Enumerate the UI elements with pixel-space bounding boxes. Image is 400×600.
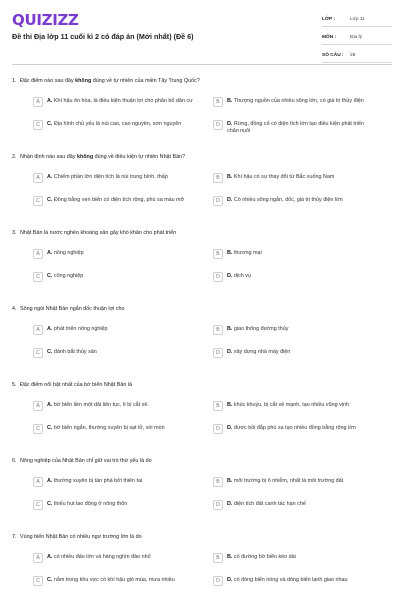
option-body: giao thông đường thủy bbox=[233, 326, 289, 332]
answer-option[interactable] bbox=[213, 98, 393, 121]
option-text bbox=[47, 273, 195, 280]
answer-option[interactable] bbox=[213, 402, 393, 425]
option-text bbox=[47, 554, 195, 561]
question-header bbox=[0, 154, 400, 174]
meta-value: 28 bbox=[350, 52, 356, 58]
answer-option[interactable] bbox=[33, 121, 213, 144]
question-item bbox=[0, 230, 400, 306]
option-letter-badge: B bbox=[213, 401, 223, 411]
meta-value: Địa lý bbox=[350, 34, 362, 40]
option-letter-badge: C bbox=[33, 120, 43, 130]
option-body: có dòng biển nóng và dòng biển lạnh giao nhau bbox=[233, 577, 348, 583]
option-text bbox=[47, 478, 195, 485]
option-letter-badge: D bbox=[213, 348, 223, 358]
option-text bbox=[47, 174, 195, 181]
question-header bbox=[0, 534, 400, 554]
option-text bbox=[227, 425, 375, 432]
option-body: xây dựng nhà máy điện bbox=[233, 349, 291, 355]
option-label: D. bbox=[227, 197, 233, 203]
meta-row-subject bbox=[322, 30, 392, 45]
option-grid bbox=[33, 174, 393, 220]
option-text bbox=[227, 273, 375, 280]
question-text bbox=[20, 78, 400, 98]
option-text bbox=[47, 402, 195, 409]
option-letter-badge: C bbox=[33, 424, 43, 434]
question-emphasis: không bbox=[75, 78, 92, 84]
option-label: B. bbox=[227, 98, 233, 104]
option-letter-badge: A bbox=[33, 325, 43, 335]
quizizz-logo: QUIZIZZ bbox=[12, 11, 79, 29]
answer-option[interactable] bbox=[33, 273, 213, 296]
option-label: A. bbox=[47, 98, 53, 104]
question-header bbox=[0, 458, 400, 478]
question-header bbox=[0, 382, 400, 402]
option-text bbox=[47, 501, 195, 508]
option-body: nằm trong khu vực có khí hậu gió mùa, mưa nhiều bbox=[53, 577, 175, 583]
option-label: D. bbox=[227, 121, 233, 127]
option-letter-badge: C bbox=[33, 500, 43, 510]
option-label: D. bbox=[227, 273, 233, 279]
header-divider bbox=[12, 64, 392, 65]
option-body: diện tích đất canh tác hạn chế bbox=[233, 501, 306, 507]
option-text bbox=[47, 121, 195, 128]
option-body: có nhiều đảo lớn và hàng nghìn đảo nhỏ bbox=[53, 554, 151, 560]
option-body: Khí hậu có sự thay đổi từ Bắc xuống Nam bbox=[233, 174, 335, 180]
answer-option[interactable] bbox=[33, 554, 213, 577]
question-number: 2. bbox=[12, 154, 17, 160]
option-text bbox=[227, 402, 375, 409]
option-letter-badge: B bbox=[213, 553, 223, 563]
answer-option[interactable] bbox=[33, 197, 213, 220]
question-text bbox=[20, 382, 400, 402]
option-letter-badge: B bbox=[213, 249, 223, 259]
option-body: nông nghiệp bbox=[53, 250, 84, 256]
answer-option[interactable] bbox=[33, 425, 213, 448]
question-emphasis: không bbox=[76, 154, 94, 160]
option-label: B. bbox=[227, 554, 233, 560]
option-grid bbox=[33, 98, 393, 144]
option-label: D. bbox=[227, 425, 233, 431]
option-body: môi trường bị ô nhiễm, nhất là môi trường đất bbox=[233, 478, 344, 484]
option-letter-badge: C bbox=[33, 576, 43, 586]
option-body: dịch vụ bbox=[233, 273, 251, 279]
option-letter-badge: B bbox=[213, 325, 223, 335]
option-body: Thượng nguồn của nhiều sông lớn, có giá trị thủy điện bbox=[233, 98, 364, 104]
question-number: 6. bbox=[12, 458, 17, 464]
option-label: C. bbox=[47, 501, 53, 507]
question-text bbox=[20, 306, 400, 326]
option-body: Chiếm phần lớn diện tích là núi trung bình, thấp bbox=[53, 174, 168, 180]
question-text-part: Đặc điểm nổi bật nhất của bờ biển Nhật Bản là bbox=[20, 382, 133, 388]
option-body: công nghiệp bbox=[53, 273, 84, 279]
question-item bbox=[0, 382, 400, 458]
answer-option[interactable] bbox=[33, 402, 213, 425]
question-text-part: Sông ngòi Nhật Bản ngắn dốc thuận lợi cho bbox=[20, 306, 125, 312]
option-text bbox=[227, 174, 375, 181]
answer-option[interactable] bbox=[213, 501, 393, 524]
meta-key: LỚP : bbox=[322, 16, 336, 22]
option-label: C. bbox=[47, 273, 53, 279]
answer-option[interactable] bbox=[213, 121, 393, 144]
option-body: Có nhiều sông ngắn, dốc, giá trị thủy điện lớn bbox=[233, 197, 343, 203]
option-letter-badge: A bbox=[33, 249, 43, 259]
page-title: Đề thi Địa lớp 11 cuối kì 2 có đáp án (Mới nhất) (Đề 6) bbox=[12, 32, 194, 41]
question-number: 5. bbox=[12, 382, 17, 388]
option-label: C. bbox=[47, 577, 53, 583]
option-grid bbox=[33, 554, 393, 600]
meta-key: MÔN : bbox=[322, 34, 337, 40]
option-body: Đồng bằng ven biển có diện tích rộng, phù sa màu mỡ bbox=[53, 197, 185, 203]
option-text bbox=[227, 121, 375, 135]
option-label: A. bbox=[47, 250, 53, 256]
option-text bbox=[47, 197, 195, 204]
option-letter-badge: A bbox=[33, 401, 43, 411]
answer-option[interactable] bbox=[213, 425, 393, 448]
option-grid bbox=[33, 478, 393, 524]
option-body: Rừng, đồng cỏ có diện tích lớn tạo điều kiện phát triển chăn nuôi bbox=[227, 121, 364, 134]
answer-option[interactable] bbox=[213, 577, 393, 600]
question-text-part: Đặc điểm nào sau đây bbox=[20, 78, 76, 84]
answer-option[interactable] bbox=[33, 349, 213, 372]
question-text bbox=[20, 230, 400, 250]
option-letter-badge: D bbox=[213, 120, 223, 130]
meta-key: SỐ CÂU : bbox=[322, 52, 344, 58]
answer-option[interactable] bbox=[213, 326, 393, 349]
question-text-part: đúng về điều kiện tự nhiên Nhật Bản? bbox=[93, 154, 186, 160]
question-header bbox=[0, 230, 400, 250]
meta-row-count bbox=[322, 48, 392, 63]
question-item bbox=[0, 534, 400, 600]
option-letter-badge: D bbox=[213, 424, 223, 434]
question-text-part: Nông nghiệp của Nhật Bản chỉ giữ vai trò thứ yếu là do bbox=[20, 458, 152, 464]
option-label: D. bbox=[227, 577, 233, 583]
answer-option[interactable] bbox=[213, 349, 393, 372]
option-grid bbox=[33, 250, 393, 296]
option-text bbox=[227, 577, 375, 584]
answer-option[interactable] bbox=[33, 174, 213, 197]
option-label: C. bbox=[47, 197, 53, 203]
option-body: phát triển nông nghiệp bbox=[53, 326, 108, 332]
question-text bbox=[20, 534, 400, 554]
option-body: có đường bờ biển kéo dài bbox=[233, 554, 296, 560]
option-text bbox=[47, 349, 195, 356]
option-label: B. bbox=[227, 478, 233, 484]
answer-option[interactable] bbox=[213, 197, 393, 220]
answer-option[interactable] bbox=[33, 326, 213, 349]
question-text-part: Nhật Bản là nước nghèo khoáng sản gây khó khăn cho phát triển bbox=[20, 230, 177, 236]
answer-option[interactable] bbox=[33, 501, 213, 524]
question-item bbox=[0, 306, 400, 382]
question-item bbox=[0, 458, 400, 534]
option-letter-badge: A bbox=[33, 477, 43, 487]
option-body: Địa hình chủ yếu là núi cao, cao nguyên, sơn nguyên bbox=[53, 121, 182, 127]
option-letter-badge: D bbox=[213, 576, 223, 586]
question-text-part: Vùng biển Nhật Bản có nhiều ngư trường lớn là do bbox=[20, 534, 142, 540]
question-header bbox=[0, 306, 400, 326]
answer-option[interactable] bbox=[33, 250, 213, 273]
option-body: thương mại bbox=[233, 250, 262, 256]
option-label: B. bbox=[227, 250, 233, 256]
question-number: 1. bbox=[12, 78, 17, 84]
option-letter-badge: D bbox=[213, 196, 223, 206]
option-text bbox=[227, 326, 375, 333]
option-label: C. bbox=[47, 425, 53, 431]
question-header bbox=[0, 78, 400, 98]
option-label: B. bbox=[227, 326, 233, 332]
option-letter-badge: B bbox=[213, 173, 223, 183]
option-body: thường xuyên bị tàn phá bởi thiên tai bbox=[53, 478, 143, 484]
option-body: khúc khuỷu, bị cắt xẻ mạnh, tạo nhiều vũng vịnh bbox=[233, 402, 349, 408]
answer-option[interactable] bbox=[213, 273, 393, 296]
question-list bbox=[0, 78, 400, 600]
option-text bbox=[47, 425, 195, 432]
option-text bbox=[227, 349, 375, 356]
option-text bbox=[227, 250, 375, 257]
option-label: A. bbox=[47, 402, 53, 408]
option-letter-badge: D bbox=[213, 272, 223, 282]
meta-box bbox=[322, 12, 392, 66]
option-grid bbox=[33, 402, 393, 448]
option-text bbox=[47, 98, 195, 105]
question-number: 3. bbox=[12, 230, 17, 236]
option-body: bờ biển ngắn, thường xuyên bị sạt lở, xói mòn bbox=[53, 425, 165, 431]
option-letter-badge: B bbox=[213, 97, 223, 107]
option-label: D. bbox=[227, 349, 233, 355]
option-label: A. bbox=[47, 554, 53, 560]
question-text bbox=[20, 154, 400, 174]
option-text bbox=[227, 501, 375, 508]
option-letter-badge: A bbox=[33, 173, 43, 183]
answer-option[interactable] bbox=[33, 478, 213, 501]
option-text bbox=[227, 197, 375, 204]
option-label: B. bbox=[227, 402, 233, 408]
option-body: bờ biển liền một dải liên tục, ít bị cắt xẻ. bbox=[53, 402, 149, 408]
answer-option[interactable] bbox=[213, 250, 393, 273]
option-letter-badge: D bbox=[213, 500, 223, 510]
option-text bbox=[227, 98, 375, 105]
option-letter-badge: C bbox=[33, 272, 43, 282]
answer-option[interactable] bbox=[33, 577, 213, 600]
option-body: đánh bắt thủy sản bbox=[53, 349, 97, 355]
option-grid bbox=[33, 326, 393, 372]
option-text bbox=[227, 478, 375, 485]
option-text bbox=[47, 577, 195, 584]
option-letter-badge: A bbox=[33, 553, 43, 563]
question-item bbox=[0, 78, 400, 154]
option-label: B. bbox=[227, 174, 233, 180]
question-text bbox=[20, 458, 400, 478]
option-letter-badge: C bbox=[33, 196, 43, 206]
option-body: Khí hậu ôn hòa, là điều kiện thuận lợi cho phân bố dân cư bbox=[53, 98, 193, 104]
question-number: 7. bbox=[12, 534, 17, 540]
option-text bbox=[47, 326, 195, 333]
option-body: được bồi đắp phù sa tạo nhiều đồng bằng rộng lớn bbox=[233, 425, 356, 431]
meta-row-class bbox=[322, 12, 392, 27]
option-label: C. bbox=[47, 349, 53, 355]
answer-option[interactable] bbox=[213, 554, 393, 577]
question-text-part: đúng về tự nhiên của miền Tây Trung Quốc? bbox=[91, 78, 200, 84]
meta-value: Lớp 11 bbox=[350, 16, 365, 22]
option-letter-badge: A bbox=[33, 97, 43, 107]
answer-option[interactable] bbox=[33, 98, 213, 121]
option-letter-badge: B bbox=[213, 477, 223, 487]
answer-option[interactable] bbox=[213, 174, 393, 197]
option-letter-badge: C bbox=[33, 348, 43, 358]
option-label: D. bbox=[227, 501, 233, 507]
option-label: A. bbox=[47, 478, 53, 484]
option-text bbox=[47, 250, 195, 257]
option-text bbox=[227, 554, 375, 561]
worksheet-header bbox=[0, 0, 400, 62]
option-body: thiếu hụt lao động ở nông thôn bbox=[53, 501, 128, 507]
answer-option[interactable] bbox=[213, 478, 393, 501]
option-label: A. bbox=[47, 326, 53, 332]
question-text-part: Nhận định nào sau đây bbox=[20, 154, 77, 160]
option-label: C. bbox=[47, 121, 53, 127]
question-number: 4. bbox=[12, 306, 17, 312]
question-item bbox=[0, 154, 400, 230]
option-label: A. bbox=[47, 174, 53, 180]
